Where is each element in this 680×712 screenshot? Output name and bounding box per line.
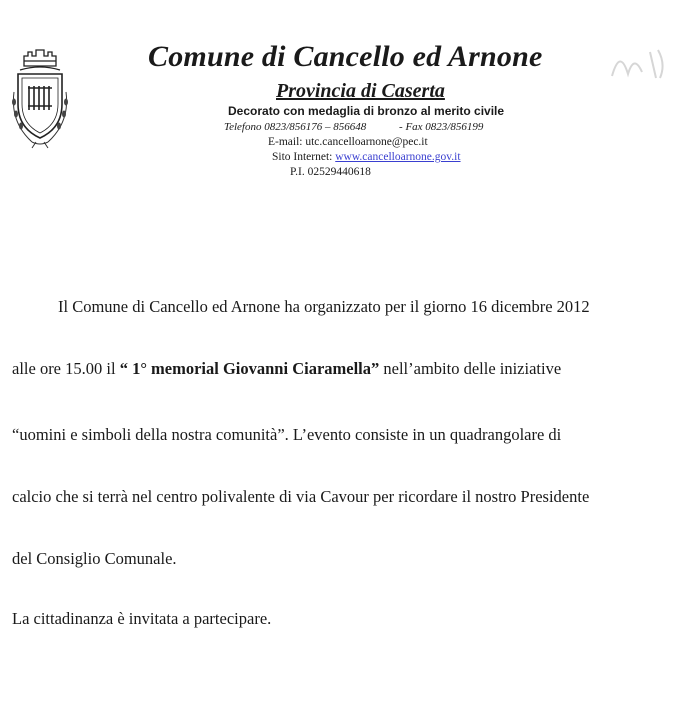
event-name: “ 1° memorial Giovanni Ciaramella” bbox=[119, 359, 380, 378]
body-line-3: “uomini e simboli della nostra comunità”. L’evento consiste in un quadrangolare di bbox=[12, 425, 562, 444]
decoration-line: Decorato con medaglia di bronzo al merito civile bbox=[228, 104, 505, 118]
vat-number: P.I. 02529440618 bbox=[290, 166, 371, 178]
body-line-2-start: alle ore 15.00 il bbox=[12, 359, 116, 378]
body-line-1: Il Comune di Cancello ed Arnone ha organizzato per il giorno 16 dicembre 2012 bbox=[58, 297, 590, 316]
phone-number: Telefono 0823/856176 – 856648 bbox=[224, 121, 367, 133]
email-address: E-mail: utc.cancelloarnone@pec.it bbox=[268, 136, 428, 148]
website-link[interactable]: www.cancelloarnone.gov.it bbox=[335, 151, 461, 163]
body-line-2-end: nell’ambito delle iniziative bbox=[383, 359, 562, 378]
handwritten-mark bbox=[606, 44, 670, 84]
body-line-6: La cittadinanza è invitata a partecipare. bbox=[12, 609, 272, 628]
website-label: Sito Internet: bbox=[272, 151, 333, 163]
body-line-4: calcio che si terrà nel centro polivalente di via Cavour per ricordare il nostro Presidente bbox=[12, 487, 590, 506]
municipal-coat-of-arms-icon bbox=[10, 42, 70, 150]
fax-number: - Fax 0823/856199 bbox=[399, 121, 484, 133]
website-line bbox=[272, 151, 461, 163]
body-line-2 bbox=[12, 359, 561, 379]
province-name: Provincia di Caserta bbox=[276, 80, 445, 102]
body-line-5: del Consiglio Comunale. bbox=[12, 549, 177, 568]
municipality-title: Comune di Cancello ed Arnone bbox=[148, 40, 543, 73]
contact-phone-fax bbox=[224, 121, 483, 133]
